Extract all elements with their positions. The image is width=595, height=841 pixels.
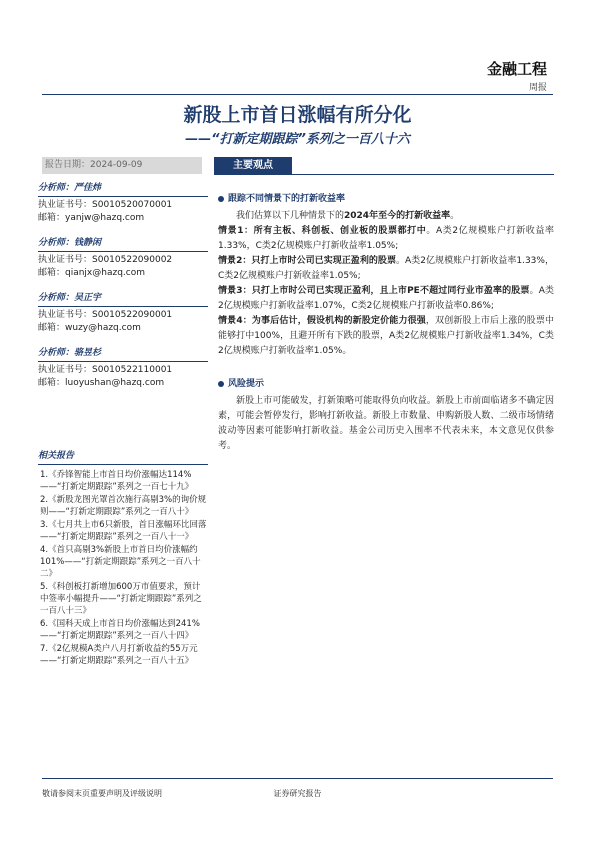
footer-label: 证券研究报告 [273, 789, 322, 798]
report-type: 周报 [528, 83, 547, 93]
analyst-block [38, 237, 208, 280]
related-report-item[interactable]: 2.《新股龙图光罩首次施行高剔3%的询价规则——“打新定期跟踪”系列之一百八十》 [40, 495, 207, 517]
related-report-item[interactable]: 5.《科创板打新增加600万市值要求，预计中签率小幅提升——“打新定期跟踪”系列之一百八十三》 [40, 582, 202, 616]
analyst-email[interactable]: 邮箱：yanjw@hazq.com [38, 213, 145, 223]
section-label: 主要观点 [214, 157, 292, 174]
related-report-item[interactable]: 3.《七月共上市6只新股，首日涨幅环比回落——“打新定期跟踪”系列之一百八十一》 [40, 520, 207, 542]
scenario-paragraph: 情景1：所有主板、科创板、创业板的股票都打中。A类2亿规模账户打新收益率1.33%，C类2亿规模账户打新收益率1.05%; [218, 226, 555, 251]
analyst-license: 执业证书号：S0010522090001 [38, 310, 173, 320]
footer-divider [42, 778, 553, 779]
header-divider [42, 94, 553, 95]
bullet-icon [218, 381, 224, 387]
section-heading-risk: 风险提示 [218, 377, 554, 392]
related-reports-title: 相关报告 [38, 450, 208, 465]
analyst-license: 执业证书号：S0010520070001 [38, 200, 173, 210]
analyst-name: 分析师：钱静闲 [38, 237, 208, 252]
section-heading-tracking: 跟踪不同情景下的打新收益率 [218, 192, 554, 207]
related-report-item[interactable]: 1.《乔锋智能上市首日均价涨幅达114%——“打新定期跟踪”系列之一百七十九》 [40, 470, 194, 492]
brand-label: 金融工程 [486, 60, 547, 78]
analyst-block [38, 292, 208, 335]
scenario-paragraph: 情景4：为事后估计，假设机构的新股定价能力很强，双创新股上市后上涨的股票中能够打中100%，且避开所有下跌的股票，A类2亿规模账户打新收益率1.34%，C类2亿规模账户打新收益率1.05%。 [218, 316, 554, 356]
analyst-block [38, 182, 208, 225]
related-report-item[interactable]: 4.《首只高剔3%新股上市首日均价涨幅约101%——“打新定期跟踪”系列之一百八十二》 [40, 545, 201, 579]
report-date: 报告日期：2024-09-09 [42, 157, 202, 174]
risk-paragraph: 新股上市可能破发，打新策略可能取得负向收益。新股上市前面临诸多不确定因素，可能会暂停发行，影响打新收益。新股上市数量、申购新股人数、二级市场情绪波动等因素可能影响打新收益。基金公司历史入围率不代表未来，本文意见仅供参考。 [218, 396, 554, 451]
analyst-name: 分析师：骆昱杉 [38, 347, 208, 362]
page-subtitle: ——“打新定期跟踪”系列之一百八十六 [185, 132, 410, 147]
analyst-email[interactable]: 邮箱：qianjx@hazq.com [38, 268, 145, 278]
scenario-paragraph: 情景3：只打上市时公司已实现正盈利，且上市PE不超过同行业市盈率的股票。A类2亿规模账户打新收益率1.07%，C类2亿规模账户打新收益率0.86%; [218, 286, 554, 311]
related-report-item[interactable]: 7.《2亿规模A类户八月打新收益约55万元——“打新定期跟踪”系列之一百八十五》 [40, 644, 198, 666]
analyst-block [38, 347, 208, 390]
analyst-license: 执业证书号：S0010522110001 [38, 365, 173, 375]
page-title: 新股上市首日涨幅有所分化 [183, 104, 412, 126]
left-column [38, 182, 208, 668]
footer-disclaimer: 敬请参阅末页重要声明及评级说明 [42, 789, 162, 798]
analyst-name: 分析师：吴正宇 [38, 292, 208, 307]
analyst-email[interactable]: 邮箱：wuzy@hazq.com [38, 323, 141, 333]
scenario-paragraph: 情景2：只打上市时公司已实现正盈利的股票。A类2亿规模账户打新收益率1.33%，C类2亿规模账户打新收益率1.05%; [218, 256, 554, 281]
analyst-email[interactable]: 邮箱：luoyushan@hazq.com [38, 378, 165, 388]
intro-paragraph: 我们估算以下几种情景下的2024年至今的打新收益率。 [236, 211, 460, 221]
main-content [218, 192, 554, 454]
analyst-license: 执业证书号：S0010522090002 [38, 255, 173, 265]
analyst-name: 分析师：严佳炜 [38, 182, 208, 197]
related-report-item[interactable]: 6.《国科天成上市首日均价涨幅达到241%——“打新定期跟踪”系列之一百八十四》 [40, 619, 200, 641]
bullet-icon [218, 196, 224, 202]
